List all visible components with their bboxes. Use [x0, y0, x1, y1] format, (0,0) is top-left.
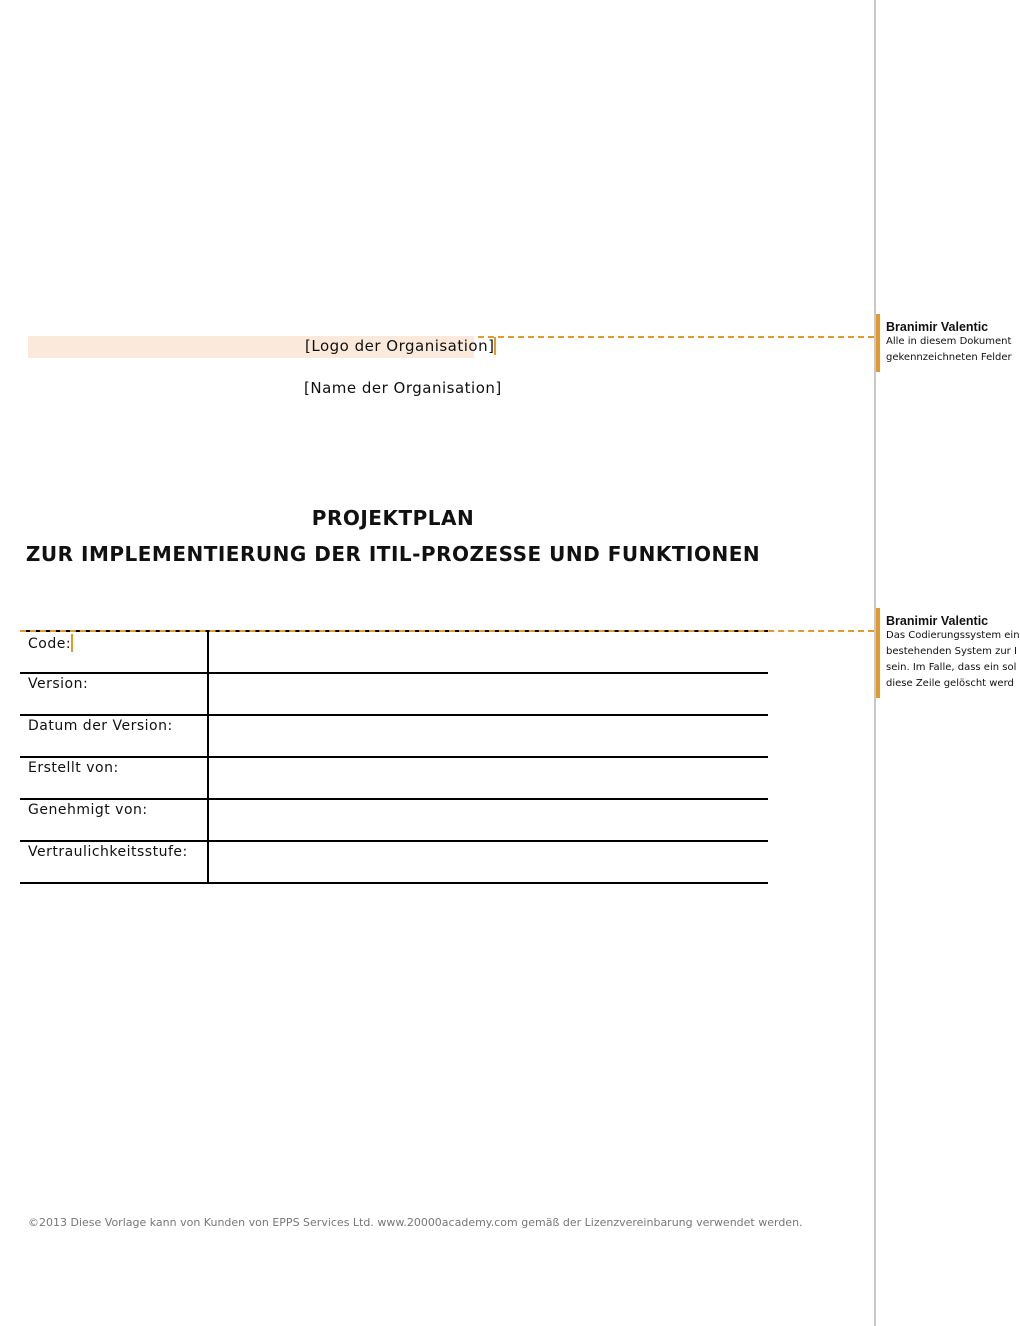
- comment-connector-line: [478, 336, 874, 338]
- table-row: [20, 757, 768, 799]
- comment-text-line: gekennzeichneten Felder: [886, 352, 1012, 363]
- comment-text-line: sein. Im Falle, dass ein sol: [886, 662, 1017, 673]
- document-meta-table: [20, 630, 768, 884]
- confidentiality-value[interactable]: [208, 841, 768, 883]
- created-by-label: Erstellt von:: [20, 757, 208, 799]
- comment-anchor-mark: [71, 634, 73, 652]
- code-label: Code:: [20, 631, 208, 673]
- document-subtitle: ZUR IMPLEMENTIERUNG DER ITIL-PROZESSE UND FUNKTIONEN: [25, 542, 761, 566]
- comment-connector-line: [20, 630, 874, 632]
- comment-text-line: diese Zeile gelöscht werd: [886, 678, 1014, 689]
- table-row: [20, 841, 768, 883]
- comment-author: Branimir Valentic: [886, 614, 989, 628]
- table-row: [20, 631, 768, 673]
- comment-text-line: Das Codierungssystem ein: [886, 630, 1020, 641]
- version-date-value[interactable]: [208, 715, 768, 757]
- comment-anchor-mark: [494, 337, 496, 355]
- comment-text-line: bestehenden System zur I: [886, 646, 1017, 657]
- table-row: [20, 799, 768, 841]
- confidentiality-label: Vertraulichkeitsstufe:: [20, 841, 208, 883]
- comment-author: Branimir Valentic: [886, 320, 989, 334]
- created-by-value[interactable]: [208, 757, 768, 799]
- org-name-placeholder[interactable]: [Name der Organisation]: [304, 379, 502, 397]
- document-title: PROJEKTPLAN: [311, 506, 475, 530]
- approved-by-label: Genehmigt von:: [20, 799, 208, 841]
- comment-balloon[interactable]: [876, 314, 1020, 372]
- logo-placeholder[interactable]: [305, 337, 496, 355]
- comment-balloon[interactable]: [876, 608, 1020, 698]
- version-date-label: Datum der Version:: [20, 715, 208, 757]
- code-value[interactable]: [208, 631, 768, 673]
- comment-text-line: Alle in diesem Dokument: [886, 336, 1012, 347]
- page-footer: ©2013 Diese Vorlage kann von Kunden von EPPS Services Ltd. www.20000academy.com gemäß der Lizenzvereinbarung verwendet werden.: [28, 1216, 803, 1229]
- table-row: [20, 673, 768, 715]
- approved-by-value[interactable]: [208, 799, 768, 841]
- table-row: [20, 715, 768, 757]
- version-value[interactable]: [208, 673, 768, 715]
- version-label: Version:: [20, 673, 208, 715]
- logo-placeholder-text: [Logo der Organisation]: [305, 337, 495, 355]
